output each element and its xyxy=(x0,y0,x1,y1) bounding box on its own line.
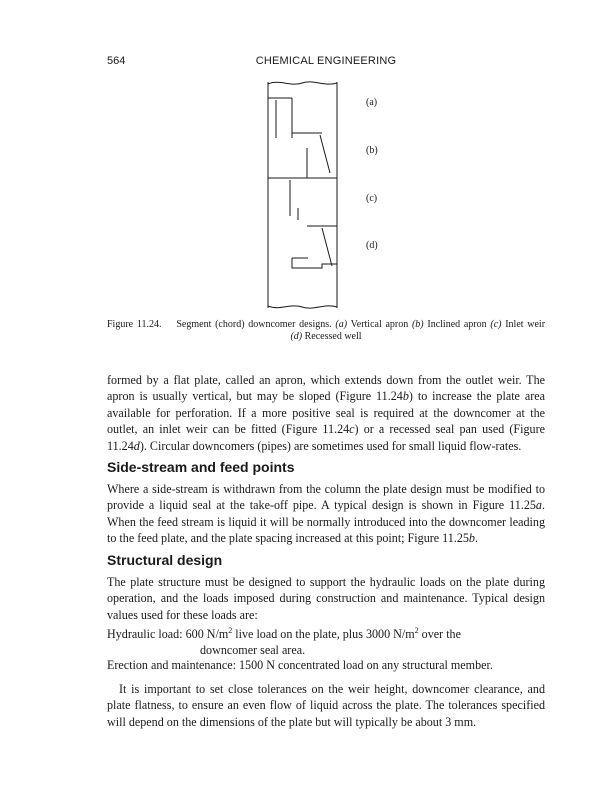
book-title: CHEMICAL ENGINEERING xyxy=(255,55,397,67)
erection-load-line: Erection and maintenance: 1500 N concentrated load on any structural member. xyxy=(107,658,493,672)
figure-label-a: (a) xyxy=(366,97,378,108)
caption-item-c: Inlet weir xyxy=(505,319,546,330)
break-line-bottom xyxy=(268,306,337,308)
figure-caption xyxy=(107,319,545,343)
caption-tag-a: (a) xyxy=(335,319,348,330)
figure-label-b: (b) xyxy=(366,145,378,156)
figure-label-c: (c) xyxy=(366,193,378,204)
section-heading-structural-design: Structural design xyxy=(107,552,223,568)
paragraph-apron: formed by a flat plate, called an apron, which extends down from the outlet weir. The apron is usually vertical, but may be sloped (Figure 11.24b) to increase the plate area available for perforation. If a more positive seal is required at the downcomer at the outlet, an inlet weir can be fitted (Figure 11.24c) or a recessed seal pan used (Figure 11.24d). Circular downcomers (pipes) are sometimes used for small liquid flow-rates. xyxy=(107,373,545,453)
figure-label-d: (d) xyxy=(366,240,378,251)
caption-item-d: Recessed well xyxy=(304,331,362,342)
caption-tag-c: (c) xyxy=(490,319,502,330)
erection-load-label: Erection and maintenance: xyxy=(107,658,236,672)
paragraph-structural-intro: The plate structure must be designed to support the hydraulic loads on the plate during operation, and the loads imposed during construction and maintenance. Typical design values used for these loads are: xyxy=(107,575,545,622)
caption-item-b: Inclined apron xyxy=(427,319,487,330)
section-heading-side-stream: Side-stream and feed points xyxy=(107,459,295,475)
caption-tag-b: (b) xyxy=(411,319,424,330)
caption-title: Segment (chord) downcomer designs. xyxy=(176,319,332,330)
caption-item-a: Vertical apron xyxy=(350,319,409,330)
running-header xyxy=(107,55,545,69)
paragraph-tolerances: It is important to set close tolerances on the weir height, downcomer clearance, and plate flatness, to ensure an even flow of liquid across the plate. The tolerances specified will depend on the dimensions of the plate but will typically be about 3 mm. xyxy=(107,682,545,729)
hydraulic-load-line-2: downcomer seal area. xyxy=(200,643,306,657)
apron-b xyxy=(320,135,330,173)
downcomer-designs-figure xyxy=(262,78,402,314)
break-line-top xyxy=(268,82,337,84)
hydraulic-load-label: Hydraulic load: xyxy=(107,627,183,641)
caption-prefix: Figure 11.24. xyxy=(107,319,162,330)
hydraulic-load-line: Hydraulic load: 600 $N/m^2$ live load on the plate, plus 3000 $N/m^2$ over the xyxy=(107,626,461,641)
paragraph-side-stream: Where a side-stream is withdrawn from the column the plate design must be modified to provide a liquid seal at the take-off pipe. A typical design is shown in Figure 11.25a. When the feed stream is liquid it will be normally introduced into the downcomer leading to the feed plate, and the plate spacing increased at this point; Figure 11.25b. xyxy=(107,482,545,546)
apron-d xyxy=(322,228,332,266)
page-number: 564 xyxy=(107,55,126,67)
caption-tag-d: (d) xyxy=(290,331,303,342)
